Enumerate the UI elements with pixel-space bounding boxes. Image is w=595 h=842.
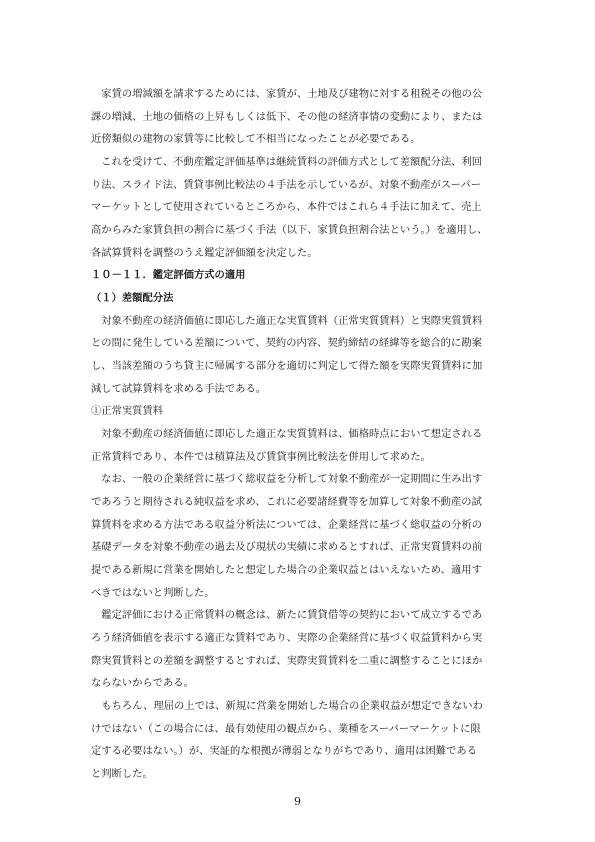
body-text-line: ろう経済価値を表示する適正な賃料であり、実際の企業経営に基づく収益賃料から実 — [91, 632, 483, 644]
body-text-line: 対象不動産の経済価値に即応した適正な実質賃料（正常実質賃料）と実際実質賃料 — [91, 315, 483, 327]
body-text-line: 各試算賃料を調整のうえ鑑定評価額を決定した。 — [91, 247, 318, 259]
body-text-line: 基礎データを対象不動産の過去及び現状の実績に求めるとすれば、正常実質賃料の前 — [91, 541, 483, 553]
section-heading: １０－１１．鑑定評価方式の適用 — [91, 269, 246, 281]
body-text-line: もちろん、理屈の上では、新規に営業を開始した場合の企業収益が想定できないわ — [91, 700, 483, 712]
body-text-line: 減して試算賃料を求める手法である。 — [91, 383, 267, 395]
body-text-line: 正常賃料であり、本件では積算法及び賃貸事例比較法を併用して求めた。 — [91, 451, 431, 463]
body-text-line: ならないからである。 — [91, 677, 194, 689]
body-text-line: との間に発生している差額について、契約の内容、契約締結の経緯等を総合的に勘案 — [91, 337, 482, 349]
body-text-line: なお、一般の企業経営に基づく総収益を分析して対象不動産が一定期間に生み出す — [91, 473, 483, 485]
body-text-line: 対象不動産の経済価値に即応した適正な実質賃料は、価格時点において想定される — [91, 428, 483, 440]
body-text-line: し、当該差額のうち貸主に帰属する部分を適切に判定して得た額を実際実質賃料に加 — [91, 360, 483, 372]
body-text-line: 高からみた家賃負担の割合に基づく手法（以下、家賃負担割合法という。）を適用し、 — [91, 224, 488, 236]
body-text-line: これを受けて、不動産鑑定評価基準は継続賃料の評価方式として差額配分法、利回 — [91, 156, 483, 168]
body-text-line: 際実質賃料との差額を調整するとすれば、実際実質賃料を二重に調整することにほか — [91, 655, 483, 667]
body-text-line: 定する必要はない。）が、実証的な根拠が薄弱となりがちであり、適用は困難である — [91, 745, 478, 757]
item-heading: ①正常実質賃料 — [91, 405, 164, 417]
body-text-line: べきではないと判断した。 — [91, 587, 215, 599]
body-text-line: 提である新規に営業を開始したと想定した場合の企業収益とはいえないため、適用す — [91, 564, 482, 576]
body-text-line: と判断した。 — [91, 768, 153, 780]
body-text-line: り法、スライド法、賃貸事例比較法の４手法を示しているが、対象不動産がスーパー — [91, 179, 481, 191]
body-text-line: 算賃料を求める方法である収益分析法については、企業経営に基づく総収益の分析の — [91, 519, 483, 531]
body-text-line: 近傍類似の建物の家賃等に比較して不相当になったことが必要である。 — [91, 133, 421, 145]
body-text-line: 課の増減、土地の価格の上昇もしくは低下、その他の経済事情の変動により、または — [91, 111, 483, 123]
body-text-line: 鑑定評価における正常賃料の概念は、新たに賃貸借等の契約において成立するであ — [91, 609, 483, 621]
body-text-line: 家賃の増減額を請求するためには、家賃が、土地及び建物に対する租税その他の公 — [91, 88, 483, 100]
body-text-line: マーケットとして使用されているところから、本件ではこれら４手法に加えて、売上 — [91, 201, 482, 213]
subsection-heading: （１）差額配分法 — [91, 292, 174, 304]
page-number: 9 — [294, 795, 301, 808]
body-text-line: けではない（この場合には、最有効使用の観点から、業種をスーパーマーケットに限 — [91, 723, 481, 735]
body-text-line: であろうと期待される純収益を求め、これに必要諸経費等を加算して対象不動産の試 — [91, 496, 482, 508]
